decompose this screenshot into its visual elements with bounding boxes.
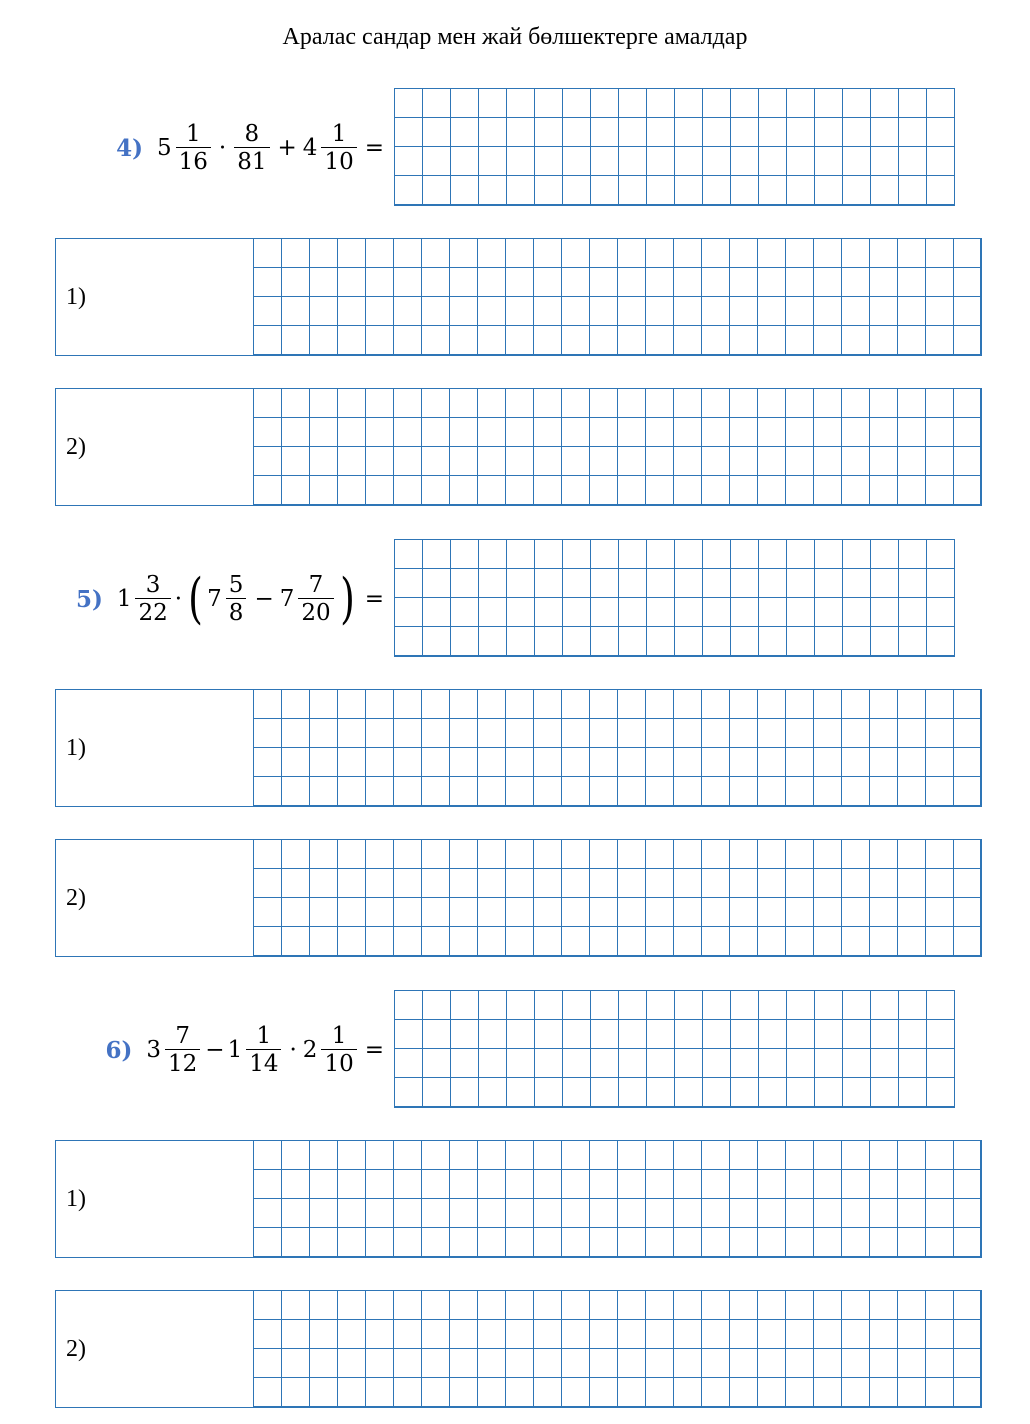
numerator: 5 bbox=[228, 572, 244, 599]
denominator: 10 bbox=[321, 147, 356, 174]
step-box bbox=[55, 1140, 981, 1258]
whole-part: 1 bbox=[116, 586, 132, 612]
whole-part: 5 bbox=[157, 135, 172, 161]
fraction bbox=[135, 573, 170, 624]
whole-part: 3 bbox=[146, 1037, 161, 1063]
operator: · bbox=[289, 1037, 297, 1063]
fraction bbox=[321, 122, 356, 173]
fraction bbox=[226, 573, 247, 624]
denominator: 8 bbox=[226, 598, 247, 625]
fraction bbox=[298, 573, 333, 624]
equals-sign: = bbox=[364, 586, 384, 612]
denominator: 81 bbox=[234, 147, 269, 174]
mixed-number bbox=[157, 122, 213, 173]
denominator: 22 bbox=[135, 598, 170, 625]
step-grid[interactable] bbox=[253, 1290, 982, 1408]
numerator: 8 bbox=[244, 121, 260, 148]
step-grid[interactable] bbox=[253, 689, 982, 807]
numerator: 7 bbox=[308, 572, 324, 599]
numerator: 1 bbox=[185, 121, 201, 148]
denominator: 10 bbox=[321, 1049, 356, 1076]
denominator: 14 bbox=[246, 1049, 281, 1076]
denominator: 12 bbox=[165, 1049, 200, 1076]
problem-4 bbox=[0, 88, 1030, 208]
denominator: 16 bbox=[176, 147, 211, 174]
step-label: 2) bbox=[66, 884, 86, 911]
whole-part: 1 bbox=[227, 1037, 243, 1063]
mixed-number bbox=[228, 1024, 284, 1075]
step-grid[interactable] bbox=[253, 1140, 982, 1258]
answer-grid[interactable] bbox=[394, 990, 955, 1108]
numerator: 7 bbox=[175, 1023, 190, 1050]
step-label: 1) bbox=[66, 734, 86, 761]
step-box bbox=[55, 238, 981, 356]
operator: − bbox=[205, 1037, 225, 1063]
mixed-number bbox=[146, 1024, 202, 1075]
numerator: 3 bbox=[145, 572, 161, 599]
step-label: 2) bbox=[66, 1335, 86, 1362]
problem-number: 4) bbox=[116, 134, 143, 162]
page-title: Аралас сандар мен жай бөлшектерге амалдар bbox=[282, 24, 748, 50]
denominator: 20 bbox=[298, 598, 333, 625]
mixed-number bbox=[303, 1024, 359, 1075]
answer-grid[interactable] bbox=[394, 88, 955, 206]
step-box bbox=[55, 388, 981, 506]
step-label: 1) bbox=[66, 283, 86, 310]
fraction bbox=[234, 122, 269, 173]
operator: · bbox=[218, 135, 227, 161]
fraction bbox=[246, 1024, 281, 1075]
operator: · bbox=[174, 586, 183, 612]
fraction bbox=[321, 1024, 356, 1075]
problem-5-expression bbox=[76, 559, 390, 639]
left-parenthesis: ( bbox=[188, 567, 203, 630]
step-box bbox=[55, 689, 981, 807]
equals-sign: = bbox=[364, 1037, 384, 1063]
whole-part: 7 bbox=[279, 586, 295, 612]
mixed-number bbox=[117, 573, 173, 624]
problem-6 bbox=[0, 990, 1030, 1110]
mixed-number bbox=[280, 573, 336, 624]
problem-4-expression bbox=[116, 108, 390, 188]
operator: + bbox=[277, 135, 297, 161]
problem-number: 5) bbox=[75, 585, 103, 613]
numerator: 1 bbox=[331, 121, 347, 148]
step-label: 1) bbox=[66, 1185, 86, 1212]
problem-number: 6) bbox=[105, 1036, 133, 1064]
mixed-number bbox=[207, 573, 248, 624]
step-grid[interactable] bbox=[253, 388, 982, 506]
numerator: 1 bbox=[256, 1023, 272, 1050]
problem-6-expression bbox=[105, 1010, 390, 1090]
step-grid[interactable] bbox=[253, 238, 982, 356]
step-grid[interactable] bbox=[253, 839, 982, 957]
whole-part: 4 bbox=[302, 135, 318, 161]
step-box bbox=[55, 839, 981, 957]
numerator: 1 bbox=[331, 1023, 347, 1050]
answer-grid[interactable] bbox=[394, 539, 955, 657]
mixed-number bbox=[303, 122, 359, 173]
fraction bbox=[176, 122, 211, 173]
step-label: 2) bbox=[66, 433, 86, 460]
problem-5 bbox=[0, 539, 1030, 659]
whole-part: 7 bbox=[207, 586, 222, 612]
right-parenthesis: ) bbox=[339, 567, 355, 630]
whole-part: 2 bbox=[302, 1037, 318, 1063]
fraction bbox=[165, 1024, 200, 1075]
operator: − bbox=[254, 586, 274, 612]
step-box bbox=[55, 1290, 981, 1408]
equals-sign: = bbox=[364, 135, 384, 161]
